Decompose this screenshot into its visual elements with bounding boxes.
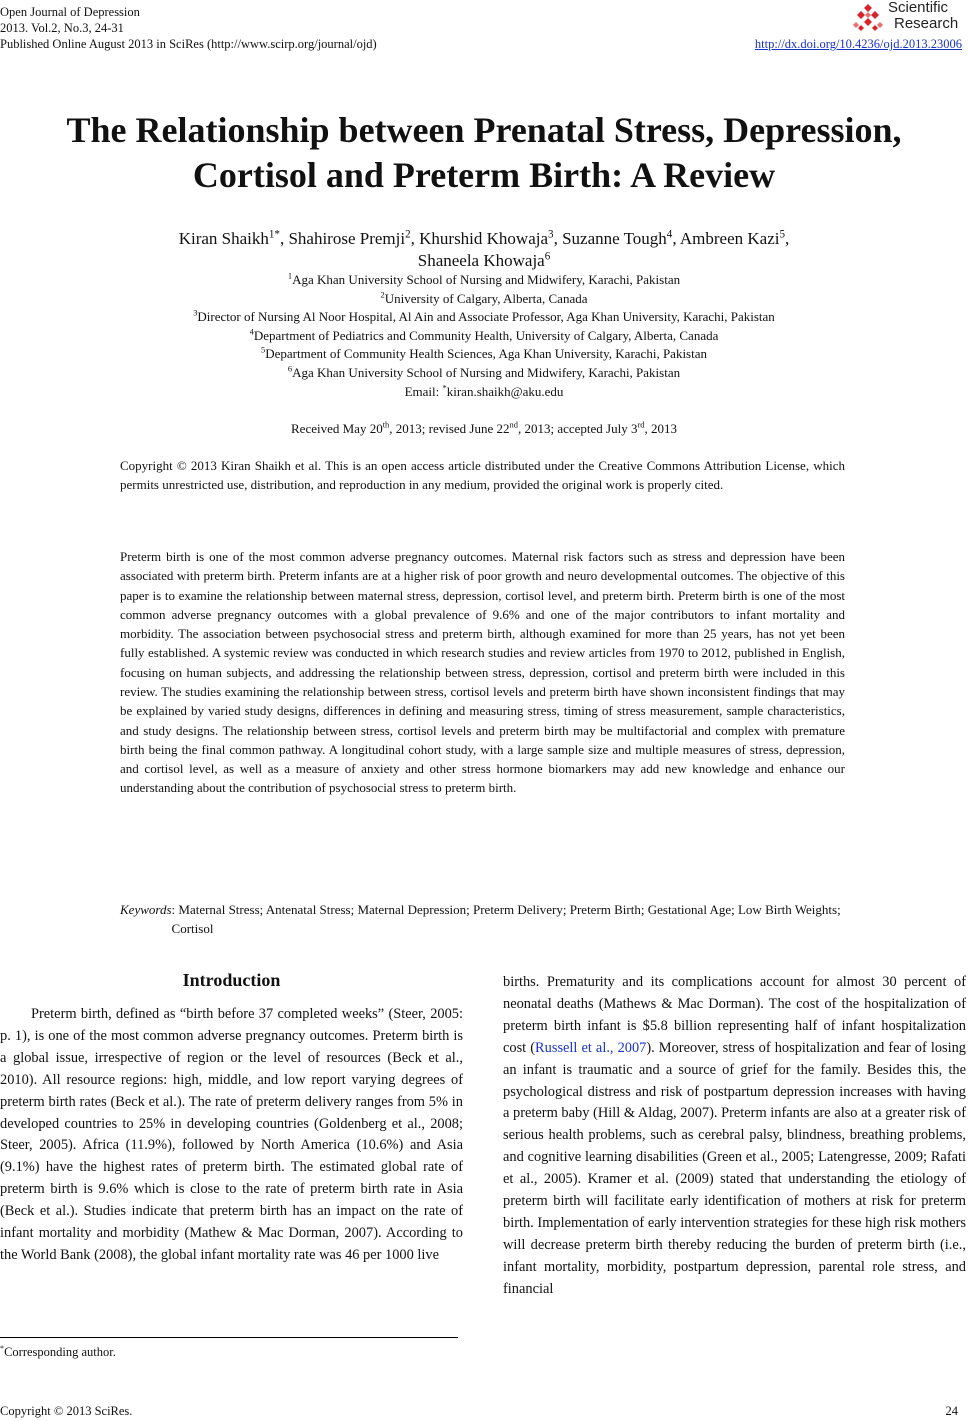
doi-container (755, 36, 962, 52)
affiliation-2: $^2$University of Calgary, Alberta, Canada (380, 289, 588, 306)
author-list: Kiran Shaikh$^{1*}$, Shahirose Premji$^2$, Khurshid Khowaja$^3$, Suzanne Tough$^4$, Ambreen Kazi$^5$, Shaneela Khowaja$^6$ (178, 228, 790, 270)
footnote-rule (0, 1337, 458, 1338)
footnote: *Corresponding author. (0, 1343, 116, 1359)
publisher-logo (852, 0, 962, 36)
right-column-text: births. Prematurity and its complications account for almost 30 percent of neonatal deaths (Mathews & Mac Dorman). The cost of the hospitalization of preterm birth infant is $5.8 billion representing half of infant hospitalization cost (Russell et al., 2007). Moreover, stress of hospitalization and fear of losing an infant is traumatic and a source of grief for the family. Besides this, the psychological distress and risk of postpartum depression increases with having a preterm baby (Hill & Aldag, 2007). Preterm infants are also at a greater risk of serious health problems, such as cerebral palsy, blindness, breathing problems, and cognitive learning disabilities (Green et al., 2005; Latengresse, 2009; Rafati et al., 2005). Kramer et al. (2009) stated that understanding the etiology of preterm birth will facilitate early identification of mothers at risk for preterm birth. Implementation of early intervention strategies for these high risk mothers will decrease preterm birth thereby reducing the burden of preterm birth (i.e., infant mortality, morbidity, postpartum depression, parental role stress, and financial (503, 974, 967, 1297)
left-column-text: Preterm birth, defined as “birth before 37 completed weeks” (Steer, 2005: p. 1), is one of the most common adverse pregnancy outcomes. Preterm birth is a global issue, irrespective of region or the level of resources (Beck et al., 2010). All resource regions: high, middle, and low report varying degrees of preterm birth rates (Beck et al.). The rate of preterm delivery ranges from 5% in developed countries to 25% in developing countries (Goldenberg et al., 2008; Steer, 2005). Africa (11.9%), followed by North America (10.6%) and Asia (9.1%) have the highest rates of preterm birth. The estimated global rate of preterm birth is 9.6% which is close to the rate of preterm birth rate in Asia (Beck et al.). Studies indicate that preterm birth has an impact on the rate of infant mortality and morbidity (Mathew & Mac Dorman, 2007). According to the World Bank (2008), the global infant mortality rate was 46 per 1000 live (0, 1006, 463, 1263)
doi-link[interactable]: http://dx.doi.org/10.4236/ojd.2013.23006 (754, 37, 962, 51)
abstract: Preterm birth is one of the most common adverse pregnancy outcomes. Maternal risk factors such as stress and depression have been associated with preterm birth. Preterm infants are at a higher risk of poor growth and neuro developmental outcomes. The objective of this paper is to examine the relationship between maternal stress, depression, cortisol level, and preterm birth. Preterm birth is one of the most common adverse pregnancy outcomes with a global prevalence of 9.6% and one of the major contributors to infant mortality and morbidity. The association between psychosocial stress and preterm birth, although examined for more than 25 years, has not yet been fully established. A systemic review was conducted in which research studies and review articles from 1970 to 2012, published in English, focusing on human subjects, and addressing the relationship between stress, depression, cortisol and preterm birth were included in this review. The studies examining the relationship between stress, cortisol levels and preterm birth have shown inconsistent findings that may be explained by varied study designs, differences in defining and measuring stress, timing of stress measurement, sample characteristics, and study designs. The relationship between stress, cortisol levels and preterm birth may be multifactorial and complex with premature birth being the final common pathway. A longitudinal cohort study, with a large sample size and multiple measures of stress, depression, and cortisol level, as well as a measure of anxiety and other stress hormone biomarkers may add new knowledge and enhance our understanding about the contribution of psychosocial stress to preterm birth. (120, 549, 845, 796)
affiliation-4: $^4$Department of Pediatrics and Community Health, University of Calgary, Alberta, Canada (249, 326, 719, 343)
keywords-list: : Maternal Stress; Antenatal Stress; Maternal Depression; Preterm Delivery; Preterm Birth; Gestational Age; Low Birth Weights; Cortisol (171, 902, 844, 936)
keywords-label: Keywords (120, 902, 172, 917)
journal-volume: 2013. Vol.2, No.3, 24-31 (0, 21, 124, 35)
running-header (0, 4, 377, 52)
journal-name: Open Journal of Depression (0, 5, 140, 19)
scientific-research-logo-icon (852, 2, 884, 34)
keywords (120, 900, 845, 938)
paper-title: The Relationship between Prenatal Stress, Depression, Cortisol and Preterm Birth: A Review (66, 110, 902, 195)
logo-text: Scientific Research (888, 0, 959, 32)
received-dates: Received May 20th, 2013; revised June 22nd, 2013; accepted July 3rd, 2013 (291, 419, 677, 436)
affiliation-6: $^6$Aga Khan University School of Nursing and Midwifery, Karachi, Pakistan (287, 363, 681, 380)
publication-info: Published Online August 2013 in SciRes (http://www.scirp.org/journal/ojd) (0, 37, 377, 51)
affiliations (80, 271, 888, 401)
citation-link[interactable]: Russell et al., 2007 (535, 1039, 647, 1056)
affiliation-3: $^3$Director of Nursing Al Noor Hospital, Al Ain and Associate Professor, Aga Khan University, Karachi, Pakistan (193, 307, 775, 325)
section-heading-introduction: Introduction (182, 970, 281, 990)
email-address[interactable]: kiran.shaikh@aku.edu (446, 383, 564, 399)
email-line: Email: *kiran.shaikh@aku.edu (404, 382, 564, 399)
copyright-notice: Copyright © 2013 Kiran Shaikh et al. This is an open access article distributed under the Creative Commons Attribution License, which permits unrestricted use, distribution, and reproduction in any medium, provided the original work is properly cited. (120, 458, 845, 492)
affiliation-5: $^5$Department of Community Health Sciences, Aga Khan University, Karachi, Pakistan (261, 345, 707, 362)
footer-copyright: Copyright © 2013 SciRes. (0, 1404, 133, 1418)
affiliation-1: $^1$Aga Khan University School of Nursing and Midwifery, Karachi, Pakistan (287, 270, 681, 287)
page-number: 24 (945, 1404, 958, 1418)
